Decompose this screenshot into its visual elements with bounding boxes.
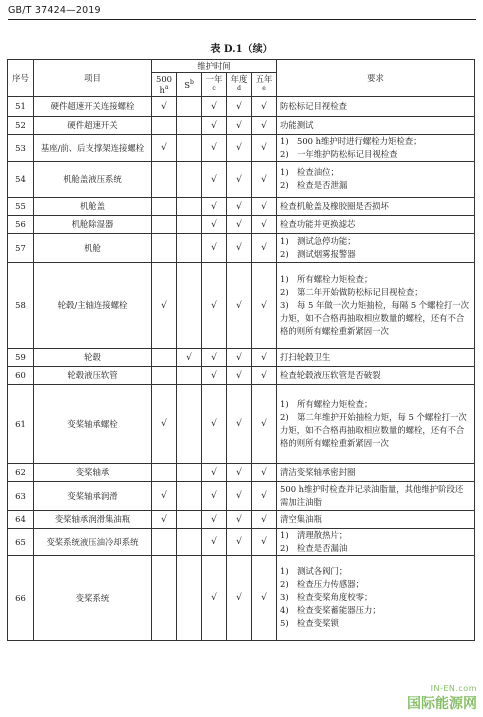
- interval-cell: [177, 161, 202, 197]
- requirement-line: 3) 每 5 年做一次力矩抽检，每隔 5 个螺栓打一次力矩，如不合格再抽取相应数量的螺栓，还有不合格的则所有螺栓重新紧固一次: [280, 299, 470, 336]
- check-mark: √: [161, 101, 167, 112]
- col-header-item: 项目: [34, 60, 152, 97]
- check-mark: √: [236, 352, 242, 363]
- interval-cell: [227, 134, 252, 161]
- requirement-line: 2) 第二年维护开始抽检力矩，每 5 个螺栓打一次力矩，如不合格再抽取相应数量的螺栓，还有不合格的则所有螺栓重新紧固一次: [280, 411, 467, 448]
- table-row: [8, 348, 475, 366]
- check-mark: √: [211, 352, 217, 363]
- requirement-line: 防松标记目视检查: [280, 100, 348, 111]
- table-row: [8, 510, 475, 528]
- interval-cell: [252, 366, 277, 384]
- check-mark: √: [211, 467, 217, 478]
- interval-cell: [252, 384, 277, 463]
- row-item: 变桨轴承润滑集油瓶: [34, 510, 152, 528]
- check-mark: √: [236, 120, 242, 131]
- interval-cell: [202, 528, 227, 555]
- interval-cell: [227, 463, 252, 481]
- col-header-interval: $S^b$: [177, 73, 202, 97]
- interval-cell: [227, 528, 252, 555]
- interval-cell: [227, 384, 252, 463]
- check-mark: √: [261, 101, 267, 112]
- check-mark: √: [261, 514, 267, 525]
- row-item: 轮毂/主轴连接螺栓: [34, 262, 152, 348]
- row-number: 65: [8, 528, 34, 555]
- row-number: 53: [8, 134, 34, 161]
- requirement-line: 2) 检查压力传感器；: [280, 579, 365, 590]
- row-requirements: [277, 161, 475, 197]
- row-requirements: [277, 481, 475, 510]
- check-mark: √: [211, 120, 217, 131]
- check-mark: √: [211, 219, 217, 230]
- interval-cell: [252, 481, 277, 510]
- interval-cell: [152, 116, 177, 134]
- interval-cell: [177, 528, 202, 555]
- interval-cell: [177, 96, 202, 116]
- row-item: 轮毂: [34, 348, 152, 366]
- check-mark: √: [261, 201, 267, 212]
- check-mark: √: [236, 219, 242, 230]
- table-caption: 表 D.1（续）: [210, 44, 273, 55]
- row-number: 54: [8, 161, 34, 197]
- watermark-name: 国际能源网: [407, 696, 477, 712]
- check-mark: √: [261, 300, 267, 311]
- interval-cell: [227, 348, 252, 366]
- table-row: [8, 161, 475, 197]
- requirement-line: 功能测试: [280, 119, 314, 130]
- requirement-line: 2) 第二年开始做防松标记目视检查；: [280, 286, 423, 297]
- table-row: [8, 528, 475, 555]
- col-header-seq: 序号: [8, 60, 34, 97]
- requirement-line: 2) 一年维护防松标记目视检查: [280, 148, 398, 159]
- interval-cell: [152, 233, 177, 262]
- row-number: 58: [8, 262, 34, 348]
- col-header-interval-group: 维护时间: [152, 60, 277, 73]
- maintenance-table: [7, 59, 475, 641]
- interval-cell: [227, 481, 252, 510]
- requirement-line: 2) 检查是否泄漏: [280, 180, 348, 191]
- check-mark: √: [236, 419, 242, 430]
- interval-cell: [227, 555, 252, 640]
- requirement-line: 检查轮毂液压软管是否破裂: [280, 369, 381, 380]
- check-mark: √: [236, 593, 242, 604]
- check-mark: √: [261, 120, 267, 131]
- interval-cell: [152, 366, 177, 384]
- interval-cell: [152, 463, 177, 481]
- check-mark: √: [186, 352, 192, 363]
- row-item: 硬件超速开关: [34, 116, 152, 134]
- row-item: 变桨轴承: [34, 463, 152, 481]
- interval-cell: [152, 134, 177, 161]
- row-number: 63: [8, 481, 34, 510]
- row-item: 机舱: [34, 233, 152, 262]
- interval-cell: [177, 233, 202, 262]
- check-mark: √: [211, 201, 217, 212]
- row-requirements: [277, 348, 475, 366]
- interval-cell: [202, 481, 227, 510]
- col-header-requirements: 要求: [277, 60, 475, 97]
- table-row: [8, 463, 475, 481]
- interval-cell: [227, 233, 252, 262]
- row-number: 61: [8, 384, 34, 463]
- interval-cell: [202, 161, 227, 197]
- table-row: [8, 134, 475, 161]
- requirement-line: 500 h维护时检查并记录油脂量，其他维护阶段还需加注油脂: [280, 483, 464, 507]
- interval-cell: [177, 384, 202, 463]
- requirement-line: 检查机舱盖及橡胶圈是否损坏: [280, 200, 389, 211]
- interval-cell: [227, 262, 252, 348]
- interval-cell: [152, 262, 177, 348]
- interval-cell: [252, 96, 277, 116]
- check-mark: √: [261, 593, 267, 604]
- interval-cell: [152, 161, 177, 197]
- interval-cell: [252, 348, 277, 366]
- check-mark: √: [236, 101, 242, 112]
- check-mark: √: [236, 143, 242, 154]
- interval-cell: [202, 215, 227, 233]
- check-mark: √: [211, 300, 217, 311]
- interval-cell: [177, 262, 202, 348]
- interval-cell: [177, 134, 202, 161]
- row-requirements: [277, 384, 475, 463]
- col-header-interval: 一年$^c$: [202, 73, 227, 97]
- row-number: 60: [8, 366, 34, 384]
- col-header-interval: 500 $h^a$: [152, 73, 177, 97]
- row-requirements: [277, 197, 475, 215]
- check-mark: √: [211, 243, 217, 254]
- check-mark: √: [261, 491, 267, 502]
- row-requirements: [277, 262, 475, 348]
- check-mark: √: [261, 370, 267, 381]
- interval-cell: [252, 463, 277, 481]
- requirement-line: 清洁变桨轴承密封圈: [280, 466, 356, 477]
- check-mark: √: [236, 491, 242, 502]
- interval-cell: [177, 116, 202, 134]
- check-mark: √: [211, 514, 217, 525]
- interval-cell: [202, 233, 227, 262]
- interval-cell: [152, 348, 177, 366]
- requirement-line: 打扫轮毂卫生: [280, 351, 331, 362]
- interval-cell: [177, 463, 202, 481]
- interval-cell: [252, 215, 277, 233]
- interval-cell: [252, 528, 277, 555]
- row-requirements: [277, 116, 475, 134]
- row-number: 57: [8, 233, 34, 262]
- check-mark: √: [236, 243, 242, 254]
- check-mark: √: [211, 101, 217, 112]
- row-requirements: [277, 233, 475, 262]
- interval-cell: [202, 96, 227, 116]
- table-row: [8, 366, 475, 384]
- requirement-line: 检查功能并更换滤芯: [280, 218, 356, 229]
- table-row: [8, 215, 475, 233]
- check-mark: √: [261, 537, 267, 548]
- interval-cell: [202, 116, 227, 134]
- row-number: 62: [8, 463, 34, 481]
- interval-cell: [252, 161, 277, 197]
- col-header-interval: 年度$^d$: [227, 73, 252, 97]
- interval-cell: [202, 348, 227, 366]
- interval-cell: [227, 366, 252, 384]
- row-number: 51: [8, 96, 34, 116]
- row-requirements: [277, 510, 475, 528]
- table-row: [8, 197, 475, 215]
- check-mark: √: [161, 514, 167, 525]
- check-mark: √: [161, 300, 167, 311]
- interval-cell: [202, 197, 227, 215]
- check-mark: √: [236, 370, 242, 381]
- interval-cell: [202, 384, 227, 463]
- interval-cell: [252, 233, 277, 262]
- row-requirements: [277, 134, 475, 161]
- watermark-site: IN-EN.com: [430, 684, 477, 693]
- requirement-line: 2) 测试烟雾报警器: [280, 248, 356, 259]
- table-row: [8, 555, 475, 640]
- watermark: [407, 684, 477, 713]
- interval-cell: [202, 366, 227, 384]
- interval-cell: [227, 96, 252, 116]
- row-item: 机舱盖: [34, 197, 152, 215]
- interval-cell: [177, 215, 202, 233]
- interval-cell: [202, 134, 227, 161]
- interval-cell: [177, 197, 202, 215]
- row-number: 52: [8, 116, 34, 134]
- interval-cell: [152, 384, 177, 463]
- check-mark: √: [261, 174, 267, 185]
- table-row: [8, 116, 475, 134]
- check-mark: √: [236, 201, 242, 212]
- check-mark: √: [211, 370, 217, 381]
- interval-cell: [227, 116, 252, 134]
- requirement-line: 1) 清理散热片；: [280, 529, 348, 540]
- requirement-line: 1) 500 h维护时进行螺栓力矩检查；: [280, 135, 422, 146]
- row-number: 56: [8, 215, 34, 233]
- interval-cell: [227, 215, 252, 233]
- row-requirements: [277, 463, 475, 481]
- row-item: 硬件超速开关连接螺栓: [34, 96, 152, 116]
- standard-code: GB/T 37424—2019: [8, 5, 101, 16]
- check-mark: √: [211, 491, 217, 502]
- row-number: 55: [8, 197, 34, 215]
- check-mark: √: [261, 143, 267, 154]
- requirement-line: 1) 测试急停功能；: [280, 235, 356, 246]
- check-mark: √: [236, 174, 242, 185]
- row-item: 机舱除湿器: [34, 215, 152, 233]
- interval-cell: [227, 197, 252, 215]
- interval-cell: [152, 215, 177, 233]
- interval-cell: [152, 510, 177, 528]
- row-requirements: [277, 366, 475, 384]
- interval-cell: [227, 510, 252, 528]
- check-mark: √: [211, 174, 217, 185]
- requirement-line: 清空集油瓶: [280, 513, 322, 524]
- requirement-line: 1) 所有螺栓力矩检查；: [280, 398, 373, 409]
- interval-cell: [177, 481, 202, 510]
- interval-cell: [152, 555, 177, 640]
- interval-cell: [252, 197, 277, 215]
- interval-cell: [177, 555, 202, 640]
- requirement-line: 3) 检查变桨角度校零；: [280, 592, 373, 603]
- requirement-line: 1) 所有螺栓力矩检查；: [280, 273, 373, 284]
- interval-cell: [202, 510, 227, 528]
- interval-cell: [252, 134, 277, 161]
- check-mark: √: [261, 243, 267, 254]
- check-mark: √: [236, 514, 242, 525]
- interval-cell: [177, 366, 202, 384]
- row-item: 变桨系统: [34, 555, 152, 640]
- check-mark: √: [236, 467, 242, 478]
- row-requirements: [277, 555, 475, 640]
- interval-cell: [252, 262, 277, 348]
- check-mark: √: [236, 300, 242, 311]
- row-item: 变桨轴承螺栓: [34, 384, 152, 463]
- row-item: 轮毂液压软管: [34, 366, 152, 384]
- check-mark: √: [161, 143, 167, 154]
- requirement-line: 2) 检查是否漏油: [280, 542, 348, 553]
- interval-cell: [152, 528, 177, 555]
- interval-cell: [252, 116, 277, 134]
- check-mark: √: [161, 491, 167, 502]
- interval-cell: [202, 463, 227, 481]
- requirement-line: 1) 测试各阀门；: [280, 566, 348, 577]
- interval-cell: [152, 481, 177, 510]
- row-item: 变桨系统液压油冷却系统: [34, 528, 152, 555]
- table-row: [8, 233, 475, 262]
- col-header-interval: 五年$^e$: [252, 73, 277, 97]
- row-item: 机舱盖液压系统: [34, 161, 152, 197]
- row-number: 64: [8, 510, 34, 528]
- table-row: [8, 384, 475, 463]
- interval-cell: [252, 555, 277, 640]
- check-mark: √: [261, 219, 267, 230]
- table-row: [8, 481, 475, 510]
- row-requirements: [277, 96, 475, 116]
- check-mark: √: [161, 419, 167, 430]
- requirement-line: 4) 检查变桨蓄能器压力；: [280, 605, 381, 616]
- check-mark: √: [211, 537, 217, 548]
- requirement-line: 5) 检查变桨锁: [280, 618, 339, 629]
- interval-cell: [227, 161, 252, 197]
- interval-cell: [202, 555, 227, 640]
- row-requirements: [277, 528, 475, 555]
- requirement-line: 1) 检查油位；: [280, 167, 339, 178]
- row-number: 59: [8, 348, 34, 366]
- interval-cell: [152, 197, 177, 215]
- check-mark: √: [211, 143, 217, 154]
- table-row: [8, 96, 475, 116]
- check-mark: √: [211, 419, 217, 430]
- table-row: [8, 262, 475, 348]
- row-requirements: [277, 215, 475, 233]
- interval-cell: [177, 510, 202, 528]
- interval-cell: [152, 96, 177, 116]
- row-number: 66: [8, 555, 34, 640]
- row-item: 基座/前、后支撑架连接螺栓: [34, 134, 152, 161]
- check-mark: √: [261, 352, 267, 363]
- check-mark: √: [236, 537, 242, 548]
- check-mark: √: [261, 419, 267, 430]
- row-item: 变桨轴承润滑: [34, 481, 152, 510]
- interval-cell: [202, 262, 227, 348]
- check-mark: √: [211, 593, 217, 604]
- check-mark: √: [261, 467, 267, 478]
- interval-cell: [177, 348, 202, 366]
- interval-cell: [252, 510, 277, 528]
- header-rule: [8, 19, 476, 20]
